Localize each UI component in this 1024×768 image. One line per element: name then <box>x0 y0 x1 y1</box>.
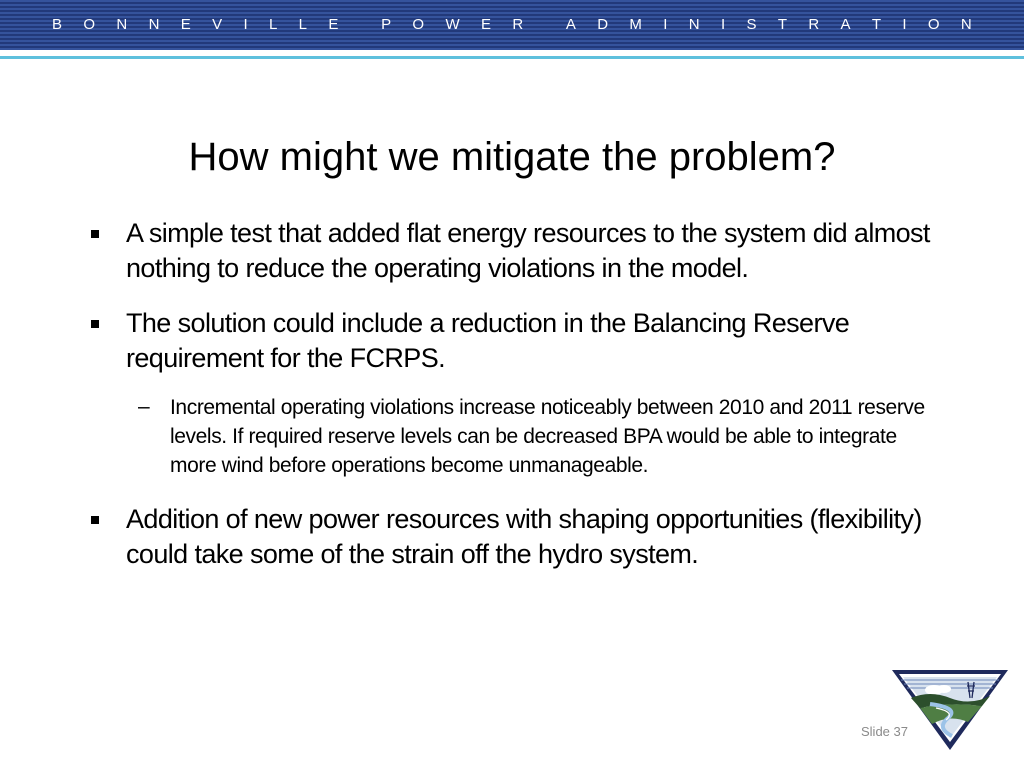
bullet-text: The solution could include a reduction in the Balancing Reserve requirement for the FCRPS. <box>126 308 850 373</box>
header-letter: L <box>268 15 278 33</box>
bullet-text: A simple test that added flat energy resources to the system did almost nothing to reduce the operating violations in the model. <box>126 218 930 283</box>
header-letter: N <box>148 15 160 33</box>
header-letter: O <box>412 15 425 33</box>
header-letter: T <box>871 15 882 33</box>
header-letter: I <box>720 15 726 33</box>
header-letter: T <box>777 15 787 33</box>
header-letter: A <box>565 15 576 33</box>
header-divider <box>0 56 1024 59</box>
header-letter: M <box>629 15 642 33</box>
slide-title: How might we mitigate the problem? <box>188 135 836 179</box>
header-letter: V <box>212 15 223 33</box>
bullet-text: Addition of new power resources with shaping opportunities (flexibility) could take some of the strain off the hydro system. <box>126 504 922 569</box>
header-letter: A <box>840 15 851 33</box>
header-letter: D <box>597 15 609 33</box>
sub-bullet-item <box>86 393 946 480</box>
header-letter: O <box>927 15 940 33</box>
header-letter: N <box>116 15 128 33</box>
header-letter: L <box>298 15 308 33</box>
header-letter: O <box>83 15 96 33</box>
slide-content <box>86 216 946 592</box>
square-bullet-icon <box>91 230 99 238</box>
square-bullet-icon <box>91 516 99 524</box>
header-letter: W <box>445 15 460 33</box>
dash-bullet-icon: – <box>138 395 150 418</box>
bpa-triangle-logo-icon <box>890 668 1010 752</box>
header-letter: B <box>52 15 63 33</box>
bullet-item <box>86 306 946 376</box>
header-letter: E <box>180 15 191 33</box>
header-letter: R <box>512 15 524 33</box>
header-letter: I <box>902 15 907 33</box>
square-bullet-icon <box>91 320 99 328</box>
header-letter: I <box>243 15 248 33</box>
header-letter: S <box>746 15 757 33</box>
sub-bullet-text: Incremental operating violations increase noticeably between 2010 and 2011 reserve levels. If required reserve levels can be decreased BPA would be able to integrate more wind before operations become unmanageable. <box>170 396 925 477</box>
header-banner <box>0 0 1024 50</box>
header-letter: N <box>688 15 700 33</box>
header-letter: E <box>480 15 491 33</box>
bullet-item <box>86 502 946 572</box>
header-letter: N <box>960 15 972 33</box>
header-letter: E <box>328 15 339 33</box>
bullet-item <box>86 216 946 286</box>
header-letter: P <box>381 15 392 33</box>
header-letter: I <box>663 15 668 33</box>
slide-number: Slide 37 <box>861 724 908 739</box>
header-letter: R <box>808 15 820 33</box>
